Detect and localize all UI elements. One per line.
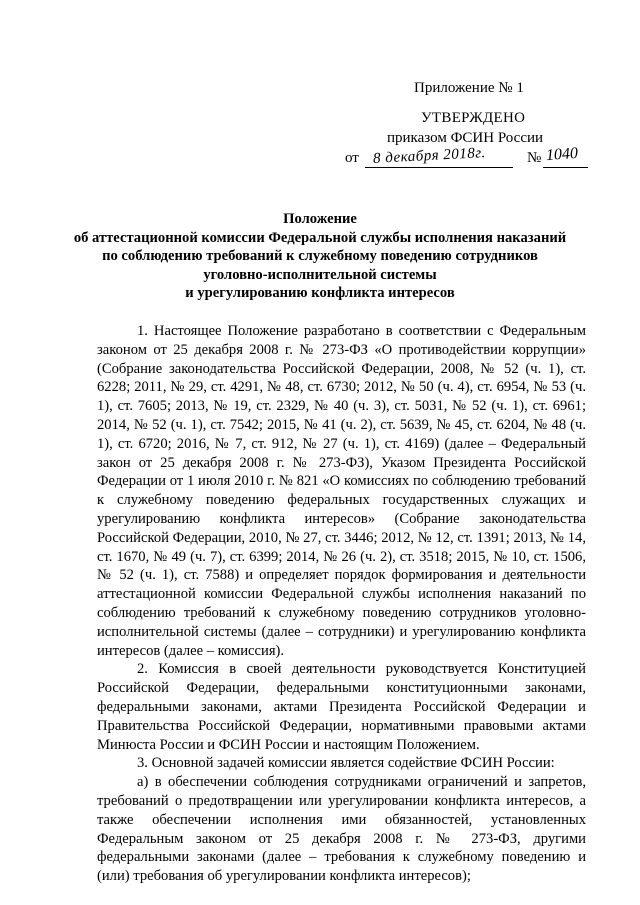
date-prefix: от: [345, 150, 359, 166]
handwritten-number: 1040: [545, 144, 579, 165]
title-line: уголовно-исполнительной системы: [203, 266, 437, 283]
title-line: и урегулированию конфликта интересов: [185, 285, 455, 302]
title-line: по соблюдению требований к служебному поведению сотрудников: [102, 248, 538, 265]
paragraph-3a: а) в обеспечении соблюдения сотрудниками ограничений и запретов, требований о предотвращении или урегулировании конфликта интересов, а также обеспечении исполнения ими обязанностей, установленных Федеральным законом от 25 декабря 2008 г. № 273-ФЗ, другими федеральными законами (далее – требования к служебному поведению и (или) требования об урегулировании конфликта интересов);: [97, 774, 586, 885]
handwritten-date: 8 декабря 2018г.: [372, 145, 487, 167]
document-body: [97, 322, 586, 886]
paragraph-3: 3. Основной задачей комиссии является содействие ФСИН России:: [137, 755, 555, 772]
number-underline: [543, 167, 588, 168]
document-title: [40, 210, 600, 303]
attachment-label: Приложение № 1: [414, 80, 524, 96]
order-reference: приказом ФСИН России: [387, 130, 544, 146]
paragraph-1: 1. Настоящее Положение разработано в соответствии с Федеральным законом от 25 декабря 2008 г. № 273-ФЗ «О противодействии коррупции» (Собрание законодательства Российской Федерации, 2008, № 52 (ч. 1), ст. 6228; 2011, № 29, ст. 4291, № 48, ст. 6730; 2012, № 50 (ч. 4), ст. 6954, № 53 (ч. 1), ст. 7605; 2013, № 19, ст. 2329, № 40 (ч. 3), ст. 5031, № 52 (ч. 1), ст. 6961; 2014, № 52 (ч. 1), ст. 7542; 2015, № 41 (ч. 2), ст. 5639, № 45, ст. 6204, № 48 (ч. 1), ст. 6720; 2016, № 7, ст. 912, № 27 (ч. 1), ст. 4169) (далее – Федеральный закон от 25 декабря 2008 г. № 273-ФЗ), Указом Президента Российской Федерации от 1 июля 2010 г. № 821 «О комиссиях по соблюдению требований к служебному поведению федеральных государственных служащих и урегулированию конфликта интересов» (Собрание законодательства Российской Федерации, 2010, № 27, ст. 3446; 2012, № 12, ст. 1391; 2013, № 14, ст. 1670, № 49 (ч. 7), ст. 6399; 2014, № 26 (ч. 2), ст. 3518; 2015, № 10, ст. 1506, № 52 (ч. 1), ст. 7588) и определяет порядок формирования и деятельности аттестационной комиссии Федеральной службы исполнения наказаний по соблюдению требований к служебному поведению сотрудников уголовно-исполнительной системы (далее – сотрудники) и урегулированию конфликта интересов (далее – комиссия).: [97, 323, 586, 659]
approved-stamp-text: УТВЕРЖДЕНО: [421, 110, 526, 126]
paragraph-2: 2. Комиссия в своей деятельности руководствуется Конституцией Российской Федерации, федеральными конституционными законами, федеральными законами, актами Президента Российской Федерации и Правительства Российской Федерации, нормативными правовыми актами Минюста России и ФСИН России и настоящим Положением.: [97, 661, 586, 753]
order-date-line: [345, 144, 595, 172]
number-prefix: №: [527, 150, 542, 166]
title-line: об аттестационной комиссии Федеральной службы исполнения наказаний: [73, 229, 567, 246]
title-line: Положение: [283, 211, 357, 227]
